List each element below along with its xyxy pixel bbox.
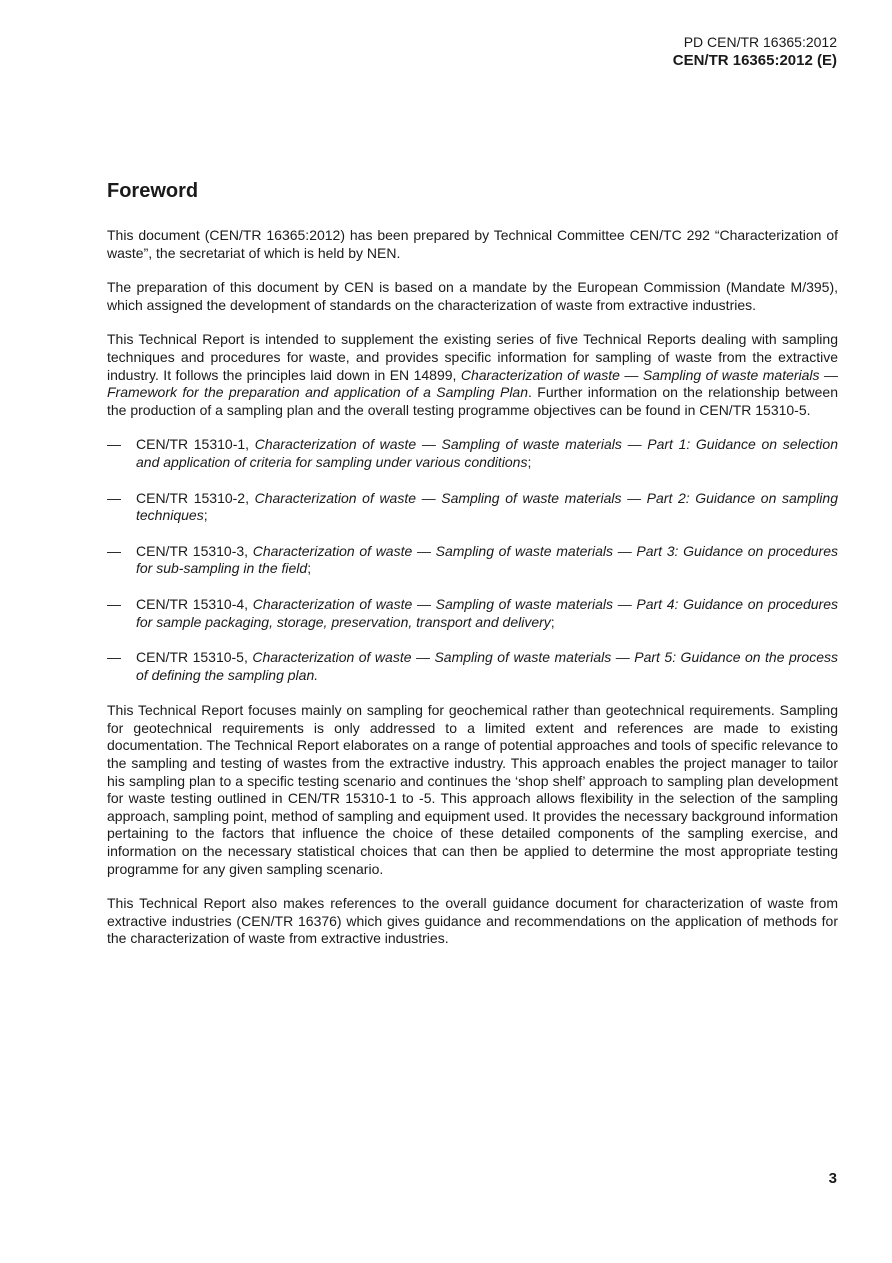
- list-item: [107, 649, 838, 684]
- foreword-body: [107, 227, 838, 965]
- list-item-title: Characterization of waste — Sampling of waste materials — Part 2: Guidance on sampling techniques: [136, 489, 838, 524]
- paragraph-1: This document (CEN/TR 16365:2012) has been prepared by Technical Committee CEN/TC 292 “Characterization of waste”, the secretariat of which is held by NEN.: [107, 227, 838, 261]
- list-dash: —: [107, 489, 121, 506]
- list-item-text: [136, 436, 838, 471]
- list-item: [107, 543, 838, 578]
- list-item: [107, 436, 838, 471]
- paragraph-4: This Technical Report focuses mainly on sampling for geochemical rather than geotechnical requirements. Sampling for geotechnical requirements is only addressed to a limited extent and references are made to existing documentation. The Technical Report elaborates on a range of potential approaches and tools of specific relevance to the sampling and testing of wastes from the extractive industry. This approach enables the project manager to tailor his sampling plan to a specific testing scenario and continues the ‘shop shelf’ approach to sampling plan development for waste testing outlined in CEN/TR 15310-1 to -5. This approach allows flexibility in the selection of the sampling approach, sampling point, method of sampling and equipment used. It provides the necessary background information pertaining to the factors that influence the choice of these detailed components of the sampling exercise, and information on the necessary statistical choices that can then be applied to determine the most appropriate testing programme for any given sampling scenario.: [107, 702, 838, 877]
- list-item-title: Characterization of waste — Sampling of waste materials — Part 5: Guidance on the process of defining the sampling plan.: [136, 649, 838, 683]
- list-item-ref: CEN/TR 15310-1,: [136, 436, 255, 453]
- header-standard-id: PD CEN/TR 16365:2012: [683, 34, 837, 50]
- paragraph-3-cited-title: Characterization of waste — Sampling of waste materials — Framework for the preparation and application of a Sampling Plan: [107, 366, 838, 401]
- list-dash: —: [107, 542, 121, 559]
- header-report-id: CEN/TR 16365:2012 (E): [672, 52, 837, 69]
- page-title: Foreword: [107, 180, 199, 202]
- list-item-text: [136, 596, 838, 631]
- list-item-end: ;: [307, 560, 312, 577]
- list-item-ref: CEN/TR 15310-3,: [136, 542, 253, 559]
- list-item-ref: CEN/TR 15310-4,: [136, 595, 253, 612]
- list-item-ref: CEN/TR 15310-2,: [136, 489, 255, 506]
- list-item-text: [136, 649, 838, 684]
- list-item-title: Characterization of waste — Sampling of waste materials — Part 3: Guidance on procedures for sub-sampling in the field: [136, 542, 838, 577]
- paragraph-5: This Technical Report also makes references to the overall guidance document for characterization of waste from extractive industries (CEN/TR 16376) which gives guidance and recommendations on the application of methods for the characterization of waste from extractive industries.: [107, 895, 838, 947]
- list-dash: —: [107, 436, 121, 453]
- list-item-ref: CEN/TR 15310-5,: [136, 649, 253, 666]
- paragraph-3-text-c: . Further information on the relationship between the production of a sampling plan and the overall testing programme objectives can be found in CEN/TR 15310-5.: [107, 384, 838, 418]
- list-item-title: Characterization of waste — Sampling of waste materials — Part 1: Guidance on selection and application of criteria for sampling under various conditions: [136, 436, 838, 470]
- list-item-end: ;: [550, 613, 555, 630]
- list-item-title: Characterization of waste — Sampling of waste materials — Part 4: Guidance on procedures for sample packaging, storage, preservation, transport and delivery: [136, 595, 838, 630]
- list-item: [107, 596, 838, 631]
- list-dash: —: [107, 595, 121, 612]
- paragraph-3: [107, 331, 838, 419]
- paragraph-3-text-a: This Technical Report is intended to supplement the existing series of five Technical Reports dealing with sampling techniques and procedures for waste, and provides specific information for sampling of waste from the extractive industry. It follows the principles laid down in EN 14899,: [107, 331, 838, 383]
- page-number: 3: [828, 1170, 837, 1187]
- list-item-text: [136, 543, 838, 578]
- list-item-end: ;: [203, 507, 208, 524]
- list-dash: —: [107, 649, 121, 666]
- list-item-text: [136, 490, 838, 525]
- list-item-end: ;: [527, 453, 532, 470]
- paragraph-2: The preparation of this document by CEN is based on a mandate by the European Commission (Mandate M/395), which assigned the development of standards on the characterization of waste from extractive industries.: [107, 279, 838, 313]
- list-item: [107, 490, 838, 525]
